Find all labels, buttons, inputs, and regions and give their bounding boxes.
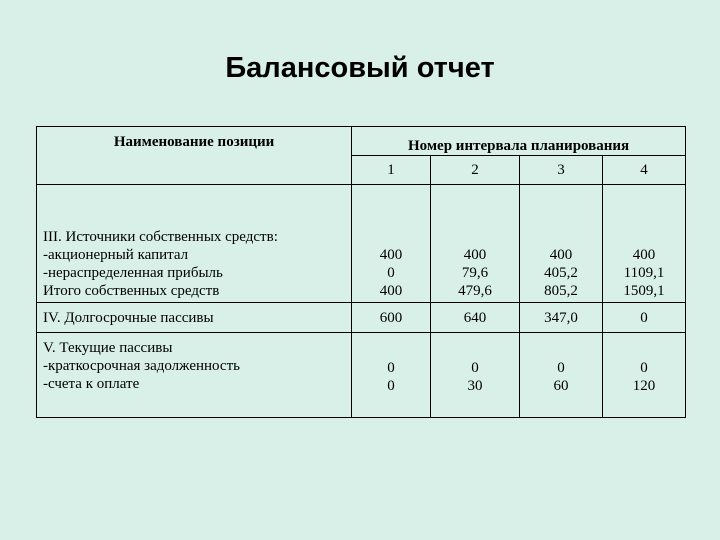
cell-value: 640 bbox=[430, 303, 519, 333]
header-interval-3: 3 bbox=[520, 156, 603, 185]
row-label-line: -нераспределенная прибыль bbox=[43, 265, 223, 281]
header-interval-group: Номер интервала планирования bbox=[352, 127, 686, 156]
cell-value: 0 bbox=[471, 360, 479, 376]
cell-value: 79,6 bbox=[461, 265, 489, 281]
cell-value: 0 bbox=[387, 378, 395, 394]
value-cell bbox=[352, 185, 431, 303]
balance-table bbox=[36, 126, 686, 418]
cell-value: 0 bbox=[602, 303, 685, 333]
cell-value: 479,6 bbox=[458, 283, 492, 299]
cell-value: 400 bbox=[463, 247, 487, 263]
cell-value: 0 bbox=[387, 265, 395, 281]
cell-value: 0 bbox=[387, 360, 395, 376]
row-label-line: -акционерный капитал bbox=[43, 247, 189, 263]
header-interval-4: 4 bbox=[602, 156, 685, 185]
page-title: Балансовый отчет bbox=[225, 52, 495, 84]
header-position-name: Наименование позиции bbox=[37, 127, 352, 185]
row-label-line: -счета к оплате bbox=[43, 376, 140, 392]
value-cell bbox=[602, 333, 685, 418]
value-cell bbox=[520, 185, 603, 303]
row-label-line: Итого собственных средств bbox=[43, 283, 220, 299]
value-cell bbox=[520, 333, 603, 418]
cell-value: 600 bbox=[352, 303, 431, 333]
cell-value: 805,2 bbox=[544, 283, 578, 299]
value-cell bbox=[352, 333, 431, 418]
table-row bbox=[37, 185, 686, 303]
cell-value: 0 bbox=[557, 360, 565, 376]
row-label-line: V. Текущие пассивы bbox=[43, 340, 173, 356]
cell-value: 1509,1 bbox=[623, 283, 665, 299]
header-interval-2: 2 bbox=[430, 156, 519, 185]
value-cell bbox=[602, 185, 685, 303]
cell-value: 60 bbox=[553, 378, 569, 394]
cell-value: 400 bbox=[549, 247, 573, 263]
cell-value: 1109,1 bbox=[623, 265, 665, 281]
cell-value: 400 bbox=[632, 247, 656, 263]
cell-value: 400 bbox=[379, 283, 403, 299]
cell-value: 0 bbox=[640, 360, 648, 376]
row-label-equity bbox=[37, 185, 352, 303]
row-label-line: -краткосрочная задолженность bbox=[43, 358, 240, 374]
header-interval-1: 1 bbox=[352, 156, 431, 185]
cell-value: 347,0 bbox=[520, 303, 603, 333]
table-row bbox=[37, 333, 686, 418]
cell-value: 400 bbox=[379, 247, 403, 263]
cell-value: 30 bbox=[467, 378, 483, 394]
table-header-row bbox=[37, 127, 686, 156]
value-cell bbox=[430, 185, 519, 303]
table-row bbox=[37, 303, 686, 333]
row-label-line: III. Источники собственных средств: bbox=[43, 229, 278, 245]
cell-value: 405,2 bbox=[544, 265, 578, 281]
row-label-longterm: IV. Долгосрочные пассивы bbox=[37, 303, 352, 333]
cell-value: 120 bbox=[632, 378, 656, 394]
row-label-current bbox=[37, 333, 352, 418]
value-cell bbox=[430, 333, 519, 418]
